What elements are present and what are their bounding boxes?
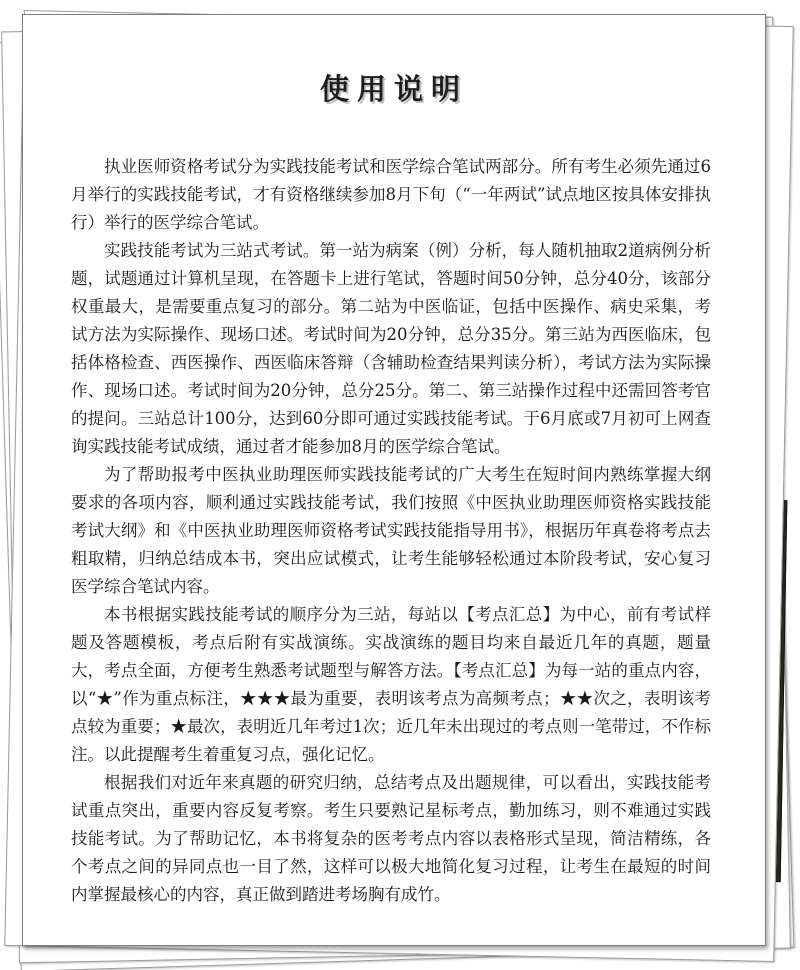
page-title: 使用说明 xyxy=(319,72,468,106)
paragraph-intro: 执业医师资格考试分为实践技能考试和医学综合笔试两部分。所有考生必须先通过6月举行的实践技能考试，才有资格继续参加8月下旬（“一年两试”试点地区按具体安排执行）举行的医学综合笔试。 xyxy=(71,157,711,232)
paragraph-book-purpose: 为了帮助报考中医执业助理医师实践技能考试的广大考生在短时间内熟练掌握大纲要求的各项内容，顺利通过实践技能考试，我们按照《中医执业助理医师资格实践技能考试大纲》和《中医执业助理医师资格考试实践技能指导用书》，根据历年真卷将考点去粗取精，归纳总结成本书，突出应试模式，让考生能够轻松通过本阶段考试，安心复习医学综合笔试内容。 xyxy=(71,465,711,596)
paragraph-exam-structure: 实践技能考试为三站式考试。第一站为病案（例）分析，每人随机抽取2道病例分析题，试题通过计算机呈现，在答题卡上进行笔试，答题时间50分钟，总分40分，该部分权重最大，是需要重点复习的部分。第二站为中医临证，包括中医操作、病史采集，考试方法为实际操作、现场口述。考试时间为20分钟，总分35分。第三站为西医临床，包括体格检查、西医操作、西医临床答辩（含辅助检查结果判读分析），考试方法为实际操作、现场口述。考试时间为20分钟，总分25分。第二、第三站操作过程中还需回答考官的提问。三站总计100分，达到60分即可通过实践技能考试。于6月底或7月初可上网查询实践技能考试成绩，通过者才能参加8月的医学综合笔试。 xyxy=(71,241,711,456)
paragraph-book-layout: 本书根据实践技能考试的顺序分为三站，每站以【考点汇总】为中心，前有考试样题及答题模板，考点后附有实战演练。实战演练的题目均来自最近几年的真题，题量大，考点全面，方便考生熟悉考试题型与解答方法。【考点汇总】为每一站的重点内容，以“★”作为重点标注，★★★最为重要，表明该考点为高频考点；★★次之，表明该考点较为重要；★最次，表明近几年考过1次；近几年未出现过的考点则一笔带过，不作标注。以此提醒考生着重复习点，强化记忆。 xyxy=(71,605,711,764)
paragraph-study-advice: 根据我们对近年来真题的研究归纳，总结考点及出题规律，可以看出，实践技能考试重点突出，重要内容反复考察。考生只要熟记星标考点，勤加练习，则不难通过实践技能考试。为了帮助记忆，本书将复杂的医考考点内容以表格形式呈现，简洁精练，各个考点之间的异同点也一目了然，这样可以极大地简化复习过程，让考生在最短的时间内掌握最核心的内容，真正做到踏进考场胸有成竹。 xyxy=(71,773,711,904)
document-page xyxy=(22,14,766,946)
document-body xyxy=(71,153,711,909)
